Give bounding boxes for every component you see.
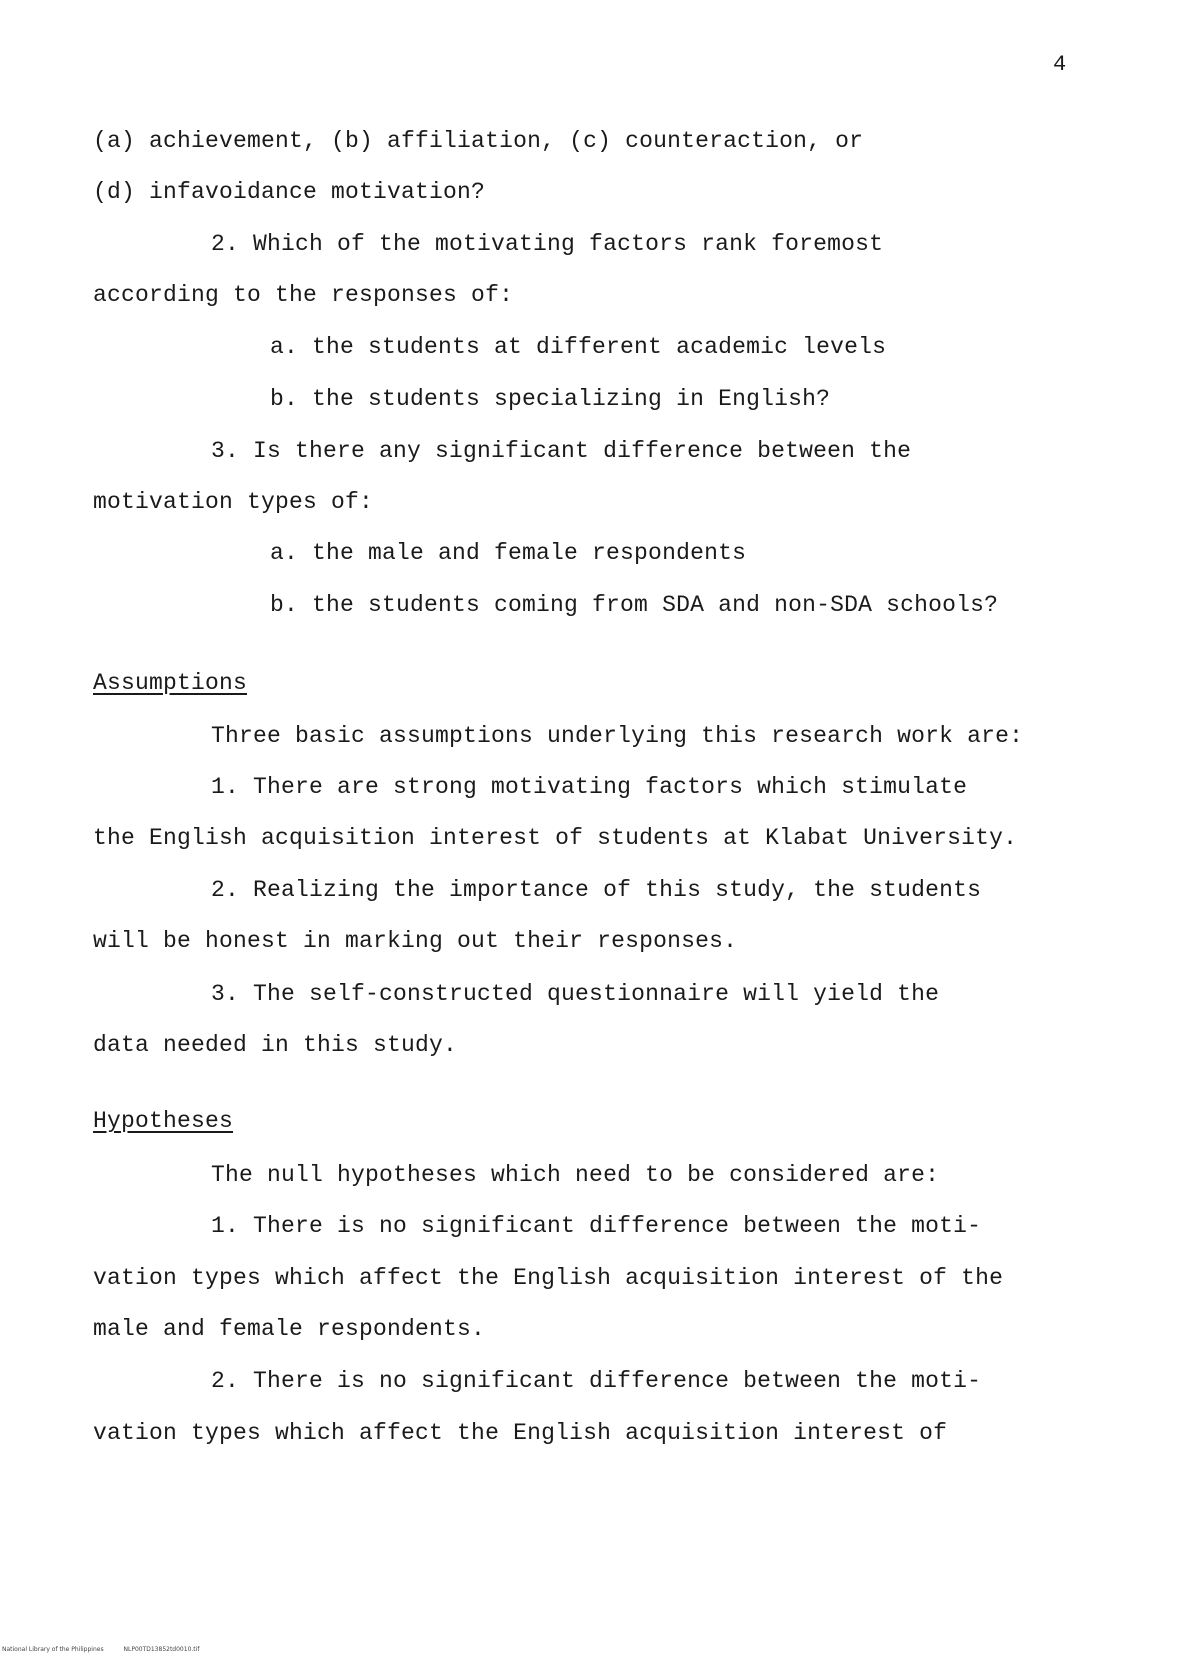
text-line: data needed in this study. (93, 1032, 458, 1058)
text-line: 3. Is there any significant difference between the (211, 438, 912, 464)
footer-file: NLP00TD13852td0010.tif (123, 1646, 200, 1653)
text-line: 2. Realizing the importance of this study, the students (211, 877, 982, 903)
text-line: motivation types of: (93, 489, 374, 515)
text-line: vation types which affect the English acquisition interest of (93, 1420, 948, 1446)
text-line: a. the male and female respondents (270, 540, 747, 566)
text-line: according to the responses of: (93, 282, 514, 308)
text-line: will be honest in marking out their responses. (93, 928, 738, 954)
text-line: vation types which affect the English acquisition interest of the (93, 1265, 1004, 1291)
text-line: The null hypotheses which need to be considered are: (211, 1162, 940, 1188)
hypotheses-heading: Hypotheses (93, 1108, 234, 1134)
text-line: b. the students specializing in English? (270, 386, 831, 412)
text-line: Three basic assumptions underlying this research work are: (211, 723, 1024, 749)
text-line: the English acquisition interest of students at Klabat University. (93, 825, 1018, 851)
footer-library: National Library of the Philippines (2, 1646, 104, 1653)
text-line: 3. The self-constructed questionnaire will yield the (211, 981, 940, 1007)
text-line: a. the students at different academic levels (270, 334, 887, 360)
assumptions-heading: Assumptions (93, 670, 248, 696)
text-line: 2. There is no significant difference between the moti- (211, 1368, 982, 1394)
text-line: (d) infavoidance motivation? (93, 179, 486, 205)
text-line: (a) achievement, (b) affiliation, (c) counteraction, or (93, 128, 864, 154)
page-number: 4 (1053, 52, 1067, 77)
scan-footer (2, 1646, 217, 1653)
text-line: b. the students coming from SDA and non-SDA schools? (270, 592, 999, 618)
text-line: 1. There is no significant difference between the moti- (211, 1213, 982, 1239)
text-line: male and female respondents. (93, 1316, 486, 1342)
text-line: 2. Which of the motivating factors rank foremost (211, 231, 884, 257)
text-line: 1. There are strong motivating factors which stimulate (211, 774, 968, 800)
